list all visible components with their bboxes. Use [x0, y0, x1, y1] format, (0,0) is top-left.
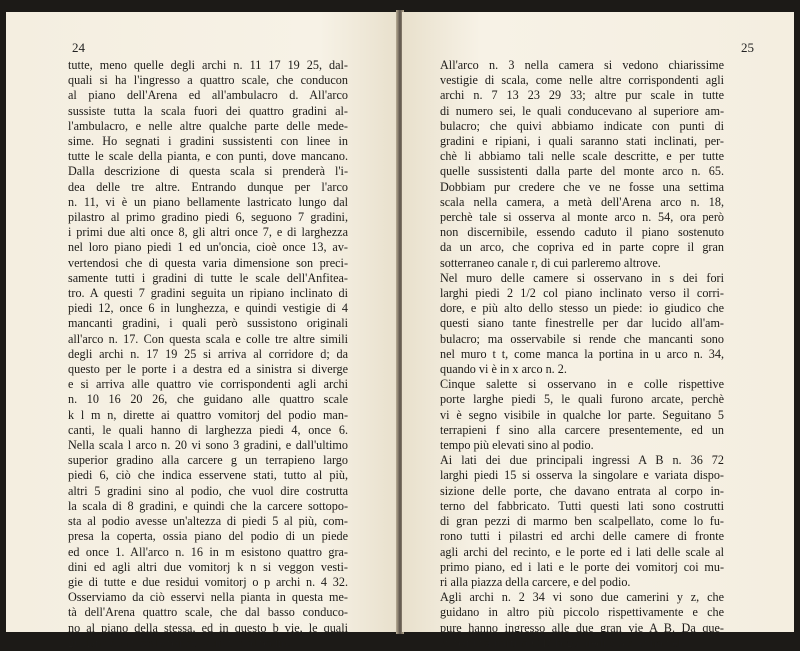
- text-line: Osserviamo da ciò esservi nella pianta in questa me-: [68, 590, 348, 605]
- text-line: Nella scala l arco n. 20 vi sono 3 gradini, e dall'ultimo: [68, 438, 348, 453]
- text-line: bulacro; che quivi abbiamo indicate con punti di: [440, 118, 724, 133]
- text-line: l'ambulacro, e nelle altre qualche parte delle mede-: [68, 118, 348, 133]
- text-line: questo per le porte i a destra ed a sinistra si diverge: [68, 362, 348, 377]
- text-line: vertendosi che di questa varia dimensione son preci-: [68, 255, 348, 270]
- text-line: di gran pezzi di marmo ben scalpellato, come lo fu-: [440, 514, 724, 529]
- text-line: rono tutti i pilastri ed archi delle camere di fronte: [440, 529, 724, 544]
- text-line: primo piano, ed i lati e le porte dei vomitorj coi mu-: [440, 559, 724, 574]
- text-line: k l m n, dirette ai quattro vomitorj del podio man-: [68, 407, 348, 422]
- text-line: pilastro al primo gradino piedi 6, seguono 7 gradini,: [68, 210, 348, 225]
- text-line: dea delle tre altre. Entrando dunque per l'arco: [68, 179, 348, 194]
- text-line: ed once 1. All'arco n. 16 in m esistono quattro gra-: [68, 544, 348, 559]
- text-line: presa la coperta, ossia piano del podio di un piede: [68, 529, 348, 544]
- text-line: tro. A questi 7 gradini seguita un ripiano inclinato di: [68, 286, 348, 301]
- text-line: vestigie di scala, come nelle altre corrispondenti agli: [440, 73, 724, 88]
- text-line: terno del fabbricato. Tutti questi lati sono costrutti: [440, 498, 724, 513]
- text-line: sti per una portina C D larga piedi 3:3 si entra nel-: [440, 635, 686, 650]
- text-line: Cinque salette si osservano in e colle rispettive: [440, 377, 724, 392]
- text-line: tà dell'Arena quattro scale, che dal basso conduco-: [68, 605, 348, 620]
- text-line: gradini e ripiani, i quali saranno stati inclinati, per-: [440, 134, 724, 149]
- text-line: Dalla descrizione di questa scala si prenderà l'i-: [68, 164, 348, 179]
- text-line: guidano in altro più piccolo rispettivamente e che: [440, 605, 724, 620]
- text-line: Ai lati dei due principali ingressi A B n. 36 72: [440, 453, 724, 468]
- text-line: da un arco, che copriva ed in parte copre il gran: [440, 240, 724, 255]
- text-line: piedi 12, once 6 in lunghezza, e quindi vestigie di 4: [68, 301, 348, 316]
- text-line: tempo più elevati sino al podio.: [440, 438, 594, 453]
- text-line: degli archi n. 17 19 25 si arriva al corridore d; da: [68, 346, 348, 361]
- text-line: n. 11, vi è un piano bellamente lastricato lungo dal: [68, 194, 348, 209]
- text-line: nel loro piano piedi 1 ed un'oncia, cioè once 13, av-: [68, 240, 348, 255]
- text-line: guidano con 6 scale per sei vomitorj al podio.: [68, 635, 291, 650]
- text-line: nel muro t t, come manca la portina in u arco n. 34,: [440, 346, 724, 361]
- text-line: perchè tale si osserva al monte arco n. 54, ora però: [440, 210, 724, 225]
- text-line: scala nella camera, a metà dell'Arena arco n. 18,: [440, 194, 724, 209]
- text-line: sotterraneo canale r, di cui parleremo altrove.: [440, 255, 661, 270]
- text-line: porte larghe piedi 5, le quali furono arcate, perchè: [440, 392, 724, 407]
- text-line: al piano dell'Arena ed all'ambulacro d. All'arco: [68, 88, 348, 103]
- text-line: e si arriva alle quattro vie corrispondenti agli archi: [68, 377, 348, 392]
- text-line: gie di tutte e due residui vomitorj o p archi n. 4 32.: [68, 574, 348, 589]
- text-line: archi n. 7 13 23 29 33; altre pur scale in tutte: [440, 88, 724, 103]
- text-line: la scala di 8 gradini, e quindi che la carcere sottopo-: [68, 498, 348, 513]
- text-line: All'arco n. 3 nella camera si vedono chiarissime: [440, 58, 724, 72]
- left-page: [6, 12, 398, 650]
- text-line: sussiste tutta la scala fuori dei quattro gradini al-: [68, 103, 348, 118]
- left-page-number: 24: [72, 40, 85, 55]
- text-line: Nel muro delle camere si osservano in s dei fori: [440, 270, 724, 285]
- text-line: larghi piedi 15 si osserva la singolare e variata dispo-: [440, 468, 724, 483]
- text-line: sizione delle porte, che davano entrata al corpo in-: [440, 483, 724, 498]
- text-line: tutte, meno quelle degli archi n. 11 17 19 25, dal-: [68, 58, 348, 72]
- text-line: quali si ha l'ingresso a quattro scale, che conducon: [68, 73, 348, 88]
- text-line: vi è segno visibile in qualche lor parte. Seguitano 5: [440, 407, 724, 422]
- text-line: Dobbiam pur credere che ve ne fosse una settima: [440, 179, 724, 194]
- text-line: ri alla piazza della carcere, e del podio.: [440, 574, 631, 589]
- right-page-text: [440, 58, 724, 651]
- text-line: quando vi è in x arco n. 2.: [440, 362, 567, 377]
- text-line: piedi 6, ciò che indica esservene stati, tutto al più,: [68, 468, 348, 483]
- text-line: mancanti gradini, i quali però sussistono originali: [68, 316, 348, 331]
- text-line: superior gradino alla carcere g un terrapieno largo: [68, 453, 348, 468]
- text-line: tutte le scale della pianta, e con punti, dove mancano.: [68, 149, 348, 164]
- text-line: bulacro; ma osservabile si rende che mancanti sono: [440, 331, 724, 346]
- right-page-number: 25: [741, 40, 754, 55]
- text-line: larghi piedi 2 1/2 col piano inclinato verso il corri-: [440, 286, 724, 301]
- text-line: pure hanno ingresso alle due gran vie A B. Da que-: [440, 620, 724, 635]
- text-line: agli archi del recinto, e le porte ed i lati delle scale al: [440, 544, 724, 559]
- left-page-text: [68, 58, 348, 651]
- text-line: sta al podio avesse un'altezza di piedi 5 al più, com-: [68, 514, 348, 529]
- text-line: questi siano tante finestrelle per dar lucido all'am-: [440, 316, 724, 331]
- text-line: terrapieni f sino alla carcere presentemente, ed un: [440, 422, 724, 437]
- text-line: quelle sussistenti dalla parte del monte arco n. 65.: [440, 164, 724, 179]
- text-line: no al piano della stessa, ed in questo b vie, le quali: [68, 620, 348, 635]
- text-line: sime. Ho segnati i gradini sussistenti con linee in: [68, 134, 348, 149]
- text-line: n. 10 16 20 26, che guidano alle quattro scale: [68, 392, 348, 407]
- text-line: Agli archi n. 2 34 vi sono due camerini y z, che: [440, 590, 724, 605]
- text-line: i primi due alti once 8, gli altri once 7, e di larghezza: [68, 225, 348, 240]
- text-line: canti, le quali hanno di larghezza piedi 4, once 6.: [68, 422, 348, 437]
- text-line: di numero sei, le quali conducevano al superiore am-: [440, 103, 724, 118]
- text-line: samente tutti i gradini di tutte le scale dell'Anfitea-: [68, 270, 348, 285]
- text-line: altri 5 gradini sino al podio, che vuol dire costrutta: [68, 483, 348, 498]
- text-line: dore, e più alto dello stesso un piede: io giudico che: [440, 301, 724, 316]
- right-page: [402, 12, 794, 650]
- text-line: all'arco n. 17. Con questa scala e colle tre altre simili: [68, 331, 348, 346]
- text-line: chè li abbiamo tali nelle scale descritte, e per tutte: [440, 149, 724, 164]
- text-line: non discernibile, essendo caduto il piano sostenuto: [440, 225, 724, 240]
- text-line: dini ed agli altri due vomitorj k n si veggon vesti-: [68, 559, 348, 574]
